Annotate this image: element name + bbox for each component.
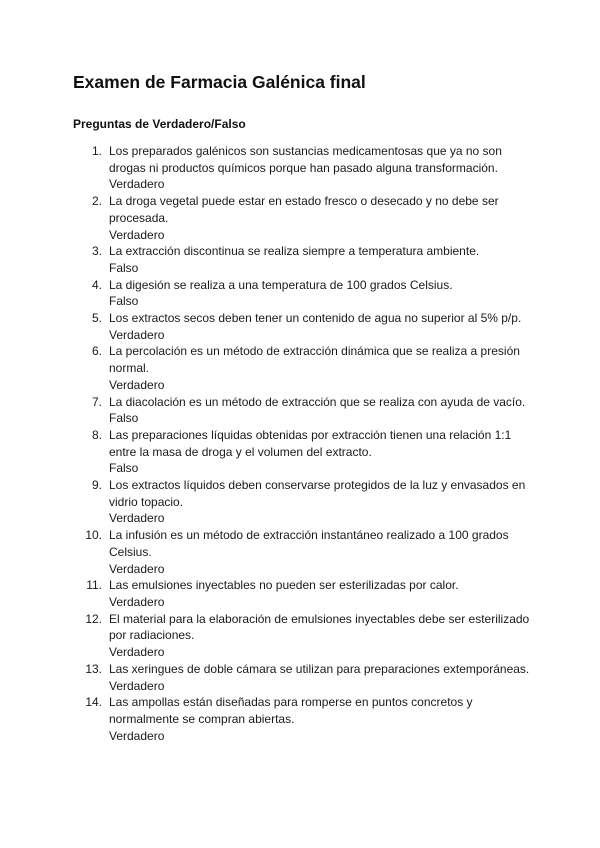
question-item <box>0 243 600 276</box>
question-answer: Verdadero <box>109 561 165 576</box>
question-text: La percolación es un método de extracción dinámica que se realiza a presión normal. <box>109 344 520 376</box>
question-answer: Verdadero <box>109 327 165 342</box>
page-title: Examen de Farmacia Galénica final <box>73 72 366 92</box>
question-number: 14. <box>85 695 102 710</box>
question-number: 4. <box>91 277 102 292</box>
question-item <box>0 143 600 193</box>
question-text: Los extractos líquidos deben conservarse protegidos de la luz y envasados en vidrio topacio. <box>109 478 526 509</box>
question-text: Las emulsiones inyectables no pueden ser esterilizadas por calor. <box>109 578 459 593</box>
question-answer: Falso <box>109 461 139 476</box>
question-answer: Verdadero <box>109 377 165 392</box>
question-item <box>0 577 600 610</box>
question-number: 12. <box>85 611 102 626</box>
question-list <box>0 143 600 744</box>
question-number: 8. <box>91 427 102 442</box>
question-text: Las ampollas están diseñadas para romperse en puntos concretos y normalmente se compran abiertas. <box>109 695 473 726</box>
question-number: 13. <box>85 661 102 676</box>
question-text: La droga vegetal puede estar en estado fresco o desecado y no debe ser procesada. <box>109 194 499 225</box>
question-answer: Falso <box>109 294 139 309</box>
question-answer: Verdadero <box>109 227 165 242</box>
question-answer: Verdadero <box>109 678 165 693</box>
question-number: 5. <box>91 311 102 326</box>
question-item <box>0 611 600 661</box>
question-number: 11. <box>86 578 102 593</box>
question-text: El material para la elaboración de emulsiones inyectables debe ser esterilizado por radiaciones. <box>109 611 530 643</box>
question-text: La extracción discontinua se realiza siempre a temperatura ambiente. <box>109 244 480 259</box>
question-answer: Verdadero <box>109 511 165 526</box>
question-number: 2. <box>91 194 102 209</box>
question-item <box>0 661 600 694</box>
question-answer: Verdadero <box>109 645 165 660</box>
question-number: 1. <box>91 144 102 158</box>
question-item <box>0 427 600 477</box>
question-answer: Falso <box>109 411 139 426</box>
question-text: Los extractos secos deben tener un contenido de agua no superior al 5% p/p. <box>109 311 522 326</box>
question-answer: Verdadero <box>109 594 165 609</box>
question-text: La infusión es un método de extracción instantáneo realizado a 100 grados Celsius. <box>109 528 509 559</box>
question-text: Los preparados galénicos son sustancias medicamentosas que ya no son drogas ni productos químicos porque han pasado alguna transformación. <box>109 144 502 175</box>
question-item <box>0 343 600 393</box>
question-item <box>0 277 600 310</box>
question-item <box>0 310 600 343</box>
question-number: 7. <box>91 394 102 409</box>
question-item <box>0 694 600 744</box>
question-text: La diacolación es un método de extracción que se realiza con ayuda de vacío. <box>109 394 526 409</box>
question-text: Las preparaciones líquidas obtenidas por extracción tienen una relación 1:1 entre la masa de droga y el volumen del extracto. <box>109 427 512 459</box>
question-number: 10. <box>85 528 102 543</box>
question-answer: Falso <box>109 260 139 275</box>
question-number: 9. <box>91 478 102 493</box>
question-text: La digesión se realiza a una temperatura de 100 grados Celsius. <box>109 277 453 292</box>
question-number: 6. <box>91 344 102 359</box>
section-title: Preguntas de Verdadero/Falso <box>73 117 246 131</box>
question-item <box>0 193 600 243</box>
question-text: Las xeringues de doble cámara se utilizan para preparaciones extemporáneas. <box>109 661 530 676</box>
question-item <box>0 477 600 527</box>
question-answer: Verdadero <box>109 728 165 743</box>
question-number: 3. <box>91 244 102 259</box>
question-item <box>0 527 600 577</box>
question-answer: Verdadero <box>109 177 165 192</box>
question-item <box>0 394 600 427</box>
